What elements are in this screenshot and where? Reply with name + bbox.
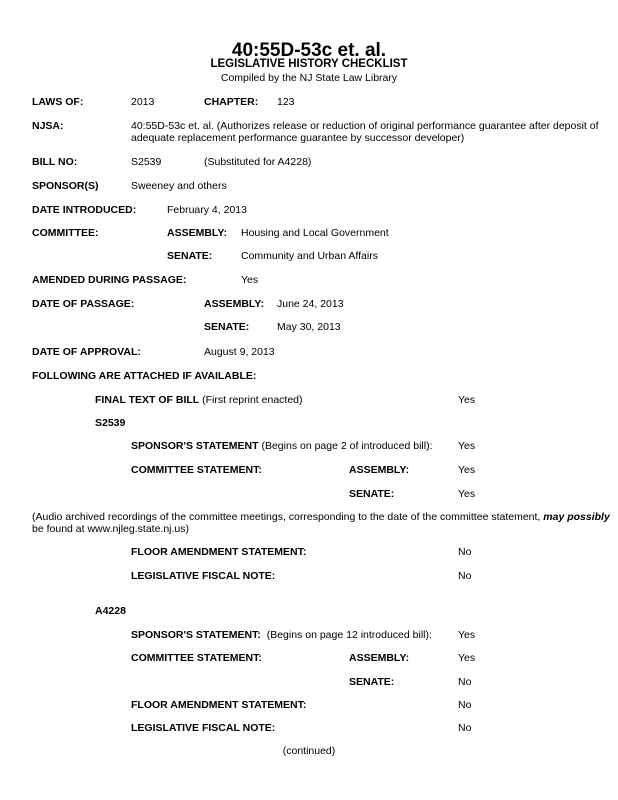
passage-senate-value: May 30, 2013: [277, 321, 341, 333]
s2539-sponsor-row: [131, 440, 433, 452]
bill-no-label: BILL NO:: [32, 156, 78, 168]
a4228-committee-label: COMMITTEE STATEMENT:: [131, 652, 262, 664]
sponsor-value: Sweeney and others: [131, 180, 227, 192]
laws-of-value: 2013: [131, 96, 155, 108]
passage-senate-label: SENATE:: [204, 321, 250, 333]
s2539-floor-value: No: [458, 546, 472, 558]
a4228-heading: A4228: [95, 605, 126, 617]
committee-senate-label: SENATE:: [167, 250, 213, 262]
s2539-sponsor-note: (Begins on page 2 of introduced bill):: [258, 440, 433, 452]
njsa-label: NJSA:: [32, 120, 64, 132]
a4228-senate-value: No: [458, 676, 472, 688]
passage-assembly-label: ASSEMBLY:: [204, 298, 265, 310]
s2539-committee-label: COMMITTEE STATEMENT:: [131, 464, 262, 476]
passage-label: DATE OF PASSAGE:: [32, 298, 135, 310]
chapter-value: 123: [277, 96, 295, 108]
a4228-fiscal-label: LEGISLATIVE FISCAL NOTE:: [131, 722, 276, 734]
a4228-sponsor-label: SPONSOR'S STATEMENT:: [131, 629, 261, 641]
s2539-assembly-value: Yes: [458, 464, 476, 476]
laws-of-label: LAWS OF:: [32, 96, 84, 108]
bill-no-value: S2539: [131, 156, 162, 168]
s2539-sponsor-label: SPONSOR'S STATEMENT: [131, 440, 259, 452]
committee-assembly-label: ASSEMBLY:: [167, 227, 228, 239]
continued-note: (continued): [282, 745, 336, 757]
committee-label: COMMITTEE:: [32, 227, 99, 239]
document-title: 40:55D-53c et. al.: [231, 40, 387, 61]
audio-note-emphasis: may possibly: [543, 511, 610, 523]
a4228-assembly-label: ASSEMBLY:: [349, 652, 410, 664]
s2539-heading: S2539: [95, 417, 126, 429]
approval-value: August 9, 2013: [204, 346, 275, 358]
a4228-sponsor-row: [131, 629, 432, 641]
s2539-fiscal-value: No: [458, 570, 472, 582]
bill-substitution-note: (Substituted for A4228): [204, 156, 312, 168]
passage-assembly-value: June 24, 2013: [277, 298, 344, 310]
a4228-fiscal-value: No: [458, 722, 472, 734]
a4228-sponsor-value: Yes: [458, 629, 476, 641]
final-text-label: FINAL TEXT OF BILL: [95, 394, 200, 406]
njsa-line-2: adequate replacement performance guarantee by successor developer): [131, 132, 465, 144]
sponsor-label: SPONSOR(S): [32, 180, 99, 192]
a4228-floor-value: No: [458, 699, 472, 711]
document-subtitle: LEGISLATIVE HISTORY CHECKLIST: [210, 58, 408, 70]
s2539-fiscal-label: LEGISLATIVE FISCAL NOTE:: [131, 570, 276, 582]
chapter-label: CHAPTER:: [204, 96, 259, 108]
amended-value: Yes: [241, 274, 259, 286]
s2539-senate-value: Yes: [458, 488, 476, 500]
approval-label: DATE OF APPROVAL:: [32, 346, 141, 358]
a4228-floor-label: FLOOR AMENDMENT STATEMENT:: [131, 699, 307, 711]
date-introduced-value: February 4, 2013: [167, 204, 247, 216]
date-introduced-label: DATE INTRODUCED:: [32, 204, 137, 216]
njsa-line-1: 40:55D-53c et. al. (Authorizes release or reduction of original performance guarantee after deposit of: [131, 120, 599, 132]
committee-senate-value: Community and Urban Affairs: [241, 250, 378, 262]
committee-assembly-value: Housing and Local Government: [241, 227, 389, 239]
audio-note-text: (Audio archived recordings of the committee meetings, corresponding to the date of the committee statement,: [32, 511, 544, 523]
s2539-floor-label: FLOOR AMENDMENT STATEMENT:: [131, 546, 307, 558]
s2539-senate-label: SENATE:: [349, 488, 395, 500]
a4228-senate-label: SENATE:: [349, 676, 395, 688]
a4228-sponsor-note: (Begins on page 12 introduced bill):: [260, 629, 432, 641]
audio-note-line-2: be found at www.njleg.state.nj.us): [32, 523, 190, 535]
final-text-value: Yes: [458, 394, 476, 406]
attached-heading: FOLLOWING ARE ATTACHED IF AVAILABLE:: [32, 370, 257, 382]
compiled-by: Compiled by the NJ State Law Library: [220, 72, 398, 84]
a4228-assembly-value: Yes: [458, 652, 476, 664]
audio-note-line-1: [32, 511, 610, 523]
final-text-row: [95, 394, 303, 406]
s2539-assembly-label: ASSEMBLY:: [349, 464, 410, 476]
final-text-note: (First reprint enacted): [199, 394, 303, 406]
s2539-sponsor-value: Yes: [458, 440, 476, 452]
amended-label: AMENDED DURING PASSAGE:: [32, 274, 187, 286]
